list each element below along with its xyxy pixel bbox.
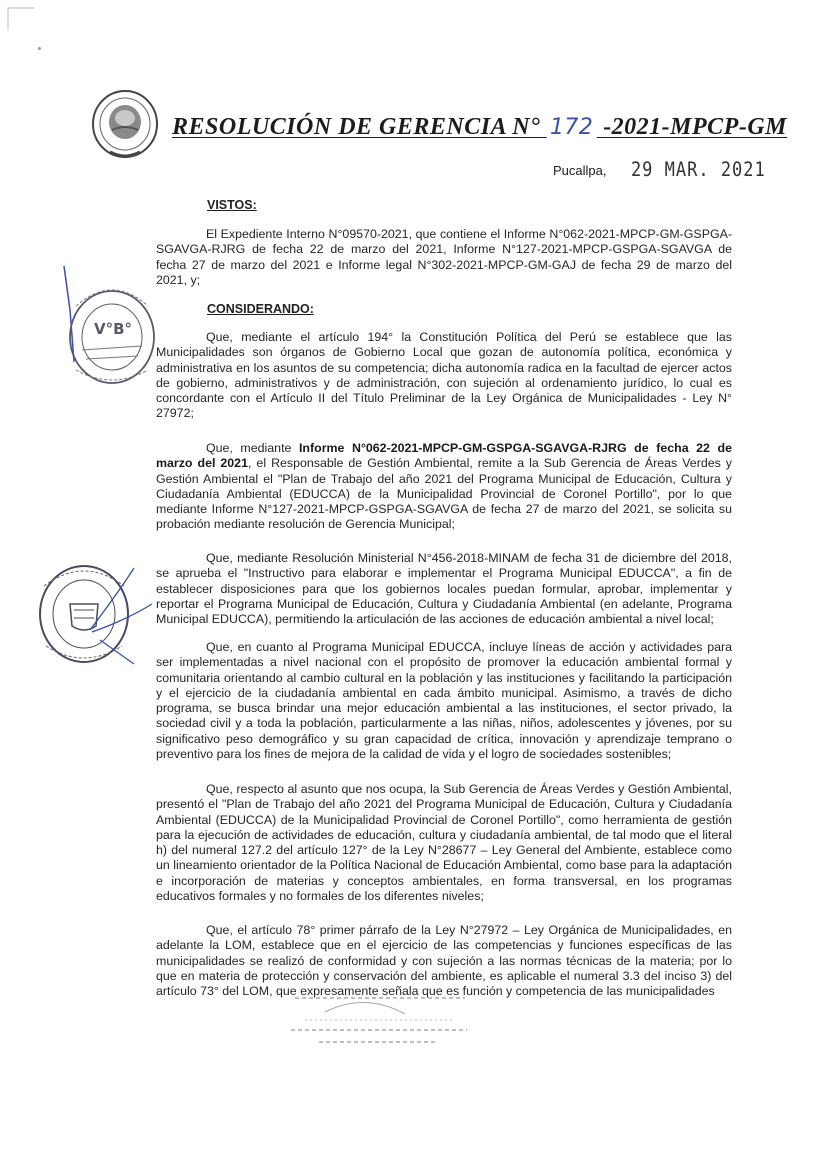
date-stamp: 29 MAR. 2021 <box>630 158 766 182</box>
paragraph-2-lead: Que, mediante <box>206 441 299 455</box>
gerencia-municipal-stamp <box>30 560 158 672</box>
place-date <box>553 160 766 188</box>
vistos-paragraph <box>156 227 732 288</box>
scan-dot <box>38 47 41 50</box>
svg-text:V°B°: V°B° <box>94 320 133 338</box>
considerando-paragraph-3 <box>156 551 732 627</box>
considerando-paragraph-2 <box>156 441 732 533</box>
considerando-paragraph-5 <box>156 782 732 904</box>
fedatario-stamp <box>255 990 495 1060</box>
considerando-paragraph-6 <box>156 923 732 999</box>
paragraph-4-text: Que, en cuanto al Programa Municipal EDUCCA, incluye líneas de acción y actividades para ser implementadas a nivel nacional con el propósito de promover la educación ambiental formal y comunitaria orientando al cambio cultural en la población y las instituciones y facilitando la participación y el ejercicio de la ciudadanía ambiental en cada ámbito municipal. Asimismo, a través de dicho programa, se busca brindar una mejor educación ambiental a las instituciones, el sector privado, la sociedad civil y a toda la población, particularmente a las niñas, niños, adolescentes y jóvenes, por su significativo peso demográfico y su gran capacidad de crítica, innovación y aprendizaje temprano o preventivo para los fines de mejora de la calidad de vida y el logro de sociedades sostenibles; <box>156 640 732 762</box>
considerando-paragraph-4 <box>156 640 732 762</box>
place-text: Pucallpa, <box>553 163 607 178</box>
considerando-heading: CONSIDERANDO: <box>207 302 314 316</box>
title-prefix: RESOLUCIÓN DE GERENCIA N° <box>172 114 541 140</box>
title-suffix: -2021-MPCP-GM <box>603 114 788 140</box>
paragraph-1-text: Que, mediante el artículo 194° la Constitución Política del Perú se establece que las Municipalidades son órganos de Gobierno Local que gozan de autonomía política, económica y administrativa en los asuntos de su competencia; dicha autonomía radica en la facultad de ejercer actos de gobierno, administrativos y de administración, con sujeción al ordenamiento jurídico, lo cual es concordante con el Artículo II del Título Preliminar de la Ley Orgánica de Municipalidades - Ley N° 27972; <box>156 330 732 421</box>
considerando-paragraph-1 <box>156 330 732 422</box>
paragraph-6-text: Que, el artículo 78° primer párrafo de la Ley N°27972 – Ley Orgánica de Municipalidades, en adelante la LOM, establece que en el ejercicio de las competencias y funciones específicas de las municipalidades se realizó de conformidad y con sujeción a las normas técnicas de la materia; por lo que en materia de protección y conservación del ambiente, es aplicable el numeral 3.3 del inciso 3) del artículo 73° del LOM, que expresamente señala que es función y competencia de las municipalidades <box>156 923 732 999</box>
paragraph-3-text: Que, mediante Resolución Ministerial N°456-2018-MINAM de fecha 31 de diciembre del 2018, se aprueba el "Instructivo para elaborar e implementar el Programa Municipal EDUCCA", a fin de establecer disposiciones para que los gobiernos locales puedan formular, aprobar, implementar y reportar el Programa Municipal de Educación, Cultura y Ciudadanía Ambiental (en adelante, Programa Municipal EDUCCA), permitiendo la articulación de las acciones de educación ambiental a nivel local; <box>156 551 732 627</box>
vb-legal-stamp <box>40 262 158 387</box>
handwritten-number: 172 <box>549 115 594 140</box>
vistos-text: El Expediente Interno N°09570-2021, que contiene el Informe N°062-2021-MPCP-GM-GSPGA-SGAVGA-RJRG de fecha 22 de marzo del 2021, Informe N°127-2021-MPCP-GSPGA-SGAVGA de fecha 27 de marzo del 2021 e Informe legal N°302-2021-MPCP-GM-GAJ de fecha 29 de marzo del 2021, y; <box>156 227 732 287</box>
paragraph-5-text: Que, respecto al asunto que nos ocupa, la Sub Gerencia de Áreas Verdes y Gestión Ambiental, presentó el "Plan de Trabajo del año 2021 del Programa Municipal de Educación, Cultura y Ciudadanía Ambiental (EDUCCA) de la Municipalidad Provincial de Coronel Portillo", como herramienta de gestión para la ejecución de actividades de educación, cultura y ciudadanía ambiental, de tal modo que el literal h) del numeral 127.2 del artículo 127° de la Ley N°28677 – Ley General del Ambiente, establece como un lineamiento orientador de la Política Nacional de Educación Ambiental, como base para la adaptación e incorporación de materias y conceptos ambientales, en forma transversal, en los programas educativos formales y no formales de los diferentes niveles; <box>156 782 732 904</box>
scan-corner-mark <box>6 6 36 32</box>
vistos-heading: VISTOS: <box>207 198 257 212</box>
resolution-title <box>172 114 788 150</box>
paragraph-2-rest: , el Responsable de Gestión Ambiental, remite a la Sub Gerencia de Áreas Verdes y Gestión Ambiental el "Plan de Trabajo del año 2021 del Programa Municipal de Educación, Cultura y Ciudadanía Ambiental (EDUCCA) de la Municipalidad Provincial de Coronel Portillo", por lo que mediante Informe N°127-2021-MPCP-GSPGA-SGAVGA de fecha 27 de marzo del 2021, se solicita su probación mediante resolución de Gerencia Municipal; <box>156 456 733 532</box>
paragraph-2-bold: Informe N°062-2021-MPCP-GM-GSPGA-SGAVGA-RJRG de fecha 22 de marzo del 2021 <box>156 441 732 471</box>
municipal-logo <box>90 88 160 164</box>
